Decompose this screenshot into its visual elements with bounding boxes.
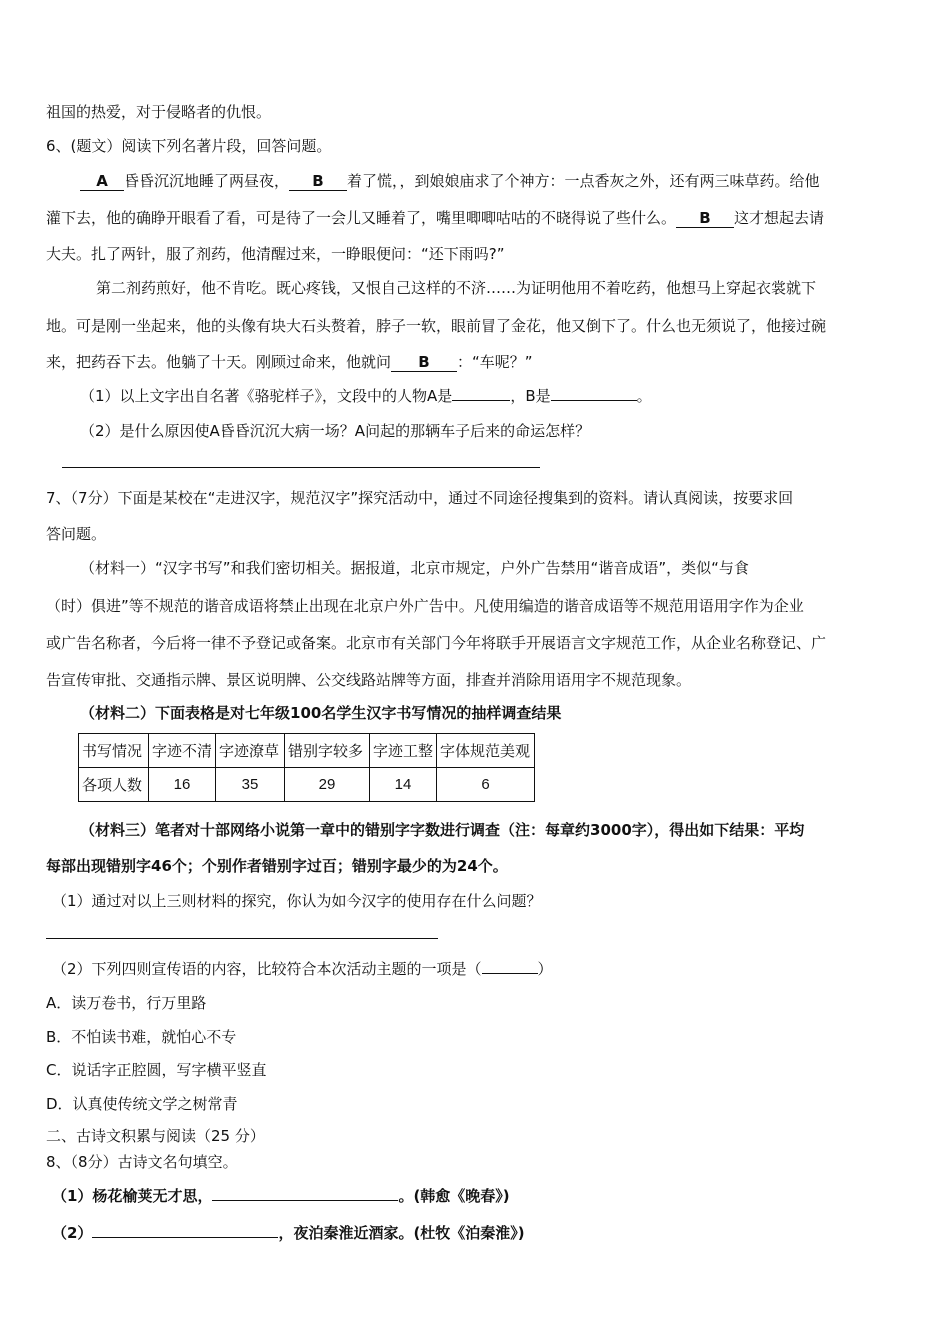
answer-blank[interactable] (482, 959, 538, 974)
q6-sub2: （2）是什么原因使A昏昏沉沉大病一场？A问起的那辆车子后来的命运怎样？ (80, 422, 591, 440)
q7-header-line1: 7、（7分）下面是某校在“走进汉字，规范汉字”探究活动中，通过不同途径搜集到的资料。请认真阅读，按要求回 (46, 489, 794, 507)
q6-p2-line2: 地。可是刚一坐起来，他的头像有块大石头赘着，脖子一软，眼前冒了金花，他又倒下了。什么也无须说了，他接过碗 (46, 317, 827, 335)
q7-sub1: （1）通过对以上三则材料的探究，你认为如今汉字的使用存在什么问题？ (52, 892, 542, 910)
option-c[interactable]: C．说话字正腔圆，写字横平竖直 (46, 1061, 267, 1079)
table-row-label: 各项人数 (79, 768, 149, 802)
table-cell: 16 (149, 768, 216, 802)
table-header-cell: 错别字较多 (285, 734, 370, 768)
table-row (79, 768, 535, 802)
q8-sentence-2: （2） ，夜泊秦淮近酒家。(杜牧《泊秦淮》) (52, 1224, 525, 1242)
q7-material1-line2: （时）俱进”等不规范的谐音成语将禁止出现在北京户外广告中。凡使用编造的谐音成语等不规范用语用字作为企业 (46, 597, 804, 615)
table-cell: 6 (437, 768, 535, 802)
blank-b-answer: B (676, 210, 734, 228)
q7-material3-line1: （材料三）笔者对十部网络小说第一章中的错别字字数进行调查（注：每章约3000字），得出如下结果：平均 (80, 821, 805, 839)
q7-material1-line1: （材料一）“汉字书写”和我们密切相关。据报道，北京市规定，户外广告禁用“谐音成语”，类似“与食 (80, 559, 749, 577)
answer-blank[interactable] (551, 386, 637, 401)
blank-b-answer: B (289, 173, 347, 191)
answer-blank[interactable] (92, 1223, 278, 1238)
q6-sub1: （1）以上文字出自名著《骆驼样子》，文段中的人物A是 ，B是 。 (80, 387, 652, 405)
table-cell: 29 (285, 768, 370, 802)
option-d[interactable]: D．认真使传统文学之树常青 (46, 1095, 238, 1113)
q6-p1-line2: 灌下去，他的确睁开眼看了看，可是待了一会儿又睡着了，嘴里唧唧咕咕的不晓得说了些什么。 B 这才想起去请 (46, 209, 825, 227)
q7-header-line2: 答问题。 (46, 525, 107, 543)
q6-p1-line3: 大夫。扎了两针，服了剂药，他清醒过来，一睁眼便问：“还下雨吗?” (46, 245, 505, 263)
blank-b-answer: B (391, 354, 457, 372)
table-cell: 35 (216, 768, 285, 802)
q7-sub2: （2）下列四则宣传语的内容，比较符合本次活动主题的一项是（ ） (52, 960, 553, 978)
q8-header: 8、（8分）古诗文名句填空。 (46, 1153, 238, 1171)
q6-p2-line3: 来，把药吞下去。他躺了十天。刚顾过命来，他就问 B ：“车呢？” (46, 353, 533, 371)
option-a[interactable]: A．读万卷书，行万里路 (46, 994, 207, 1012)
table-header-cell: 字迹潦草 (216, 734, 285, 768)
q7-material3-line2: 每部出现错别字46个；个别作者错别字过百；错别字最少的为24个。 (46, 857, 508, 875)
table-cell: 14 (370, 768, 437, 802)
section-2-heading: 二、古诗文积累与阅读（25 分） (46, 1127, 265, 1145)
answer-blank[interactable] (212, 1186, 398, 1201)
table-header-cell: 字体规范美观 (437, 734, 535, 768)
q6-header: 6、(题文）阅读下列名著片段，回答问题。 (46, 137, 332, 155)
answer-line[interactable] (62, 467, 540, 468)
q7-material1-line3: 或广告名称者，今后将一律不予登记或备案。北京市有关部门今年将联手开展语言文字规范工作，从企业名称登记、广 (46, 634, 827, 652)
table-header-cell: 字迹不清 (149, 734, 216, 768)
option-b[interactable]: B．不怕读书难，就怕心不专 (46, 1028, 237, 1046)
q7-material2: （材料二）下面表格是对七年级100名学生汉字书写情况的抽样调查结果 (80, 704, 562, 722)
answer-line[interactable] (46, 938, 438, 939)
table-header-cell: 书写情况 (79, 734, 149, 768)
blank-a-answer: A (80, 173, 124, 191)
answer-blank[interactable] (452, 386, 510, 401)
table-row (79, 734, 535, 768)
q6-p2-line1: 第二剂药煎好，他不肯吃。既心疼钱，又恨自己这样的不济……为证明他用不着吃药，他想马上穿起衣裳就下 (96, 279, 817, 297)
q7-material1-line4: 告宣传审批、交通指示牌、景区说明牌、公交线路站牌等方面，排查并消除用语用字不规范现象。 (46, 671, 692, 689)
table-header-cell: 字迹工整 (370, 734, 437, 768)
survey-table (78, 733, 535, 802)
q6-p1-line1: A 昏昏沉沉地睡了两昼夜， B 着了慌，，到娘娘庙求了个神方：一点香灰之外，还有两三味草药。给他 (80, 171, 942, 191)
q8-sentence-1: （1）杨花榆荚无才思， 。(韩愈《晚春》) (52, 1187, 510, 1205)
q5-tail-text: 祖国的热爱，对于侵略者的仇恨。 (46, 103, 272, 121)
